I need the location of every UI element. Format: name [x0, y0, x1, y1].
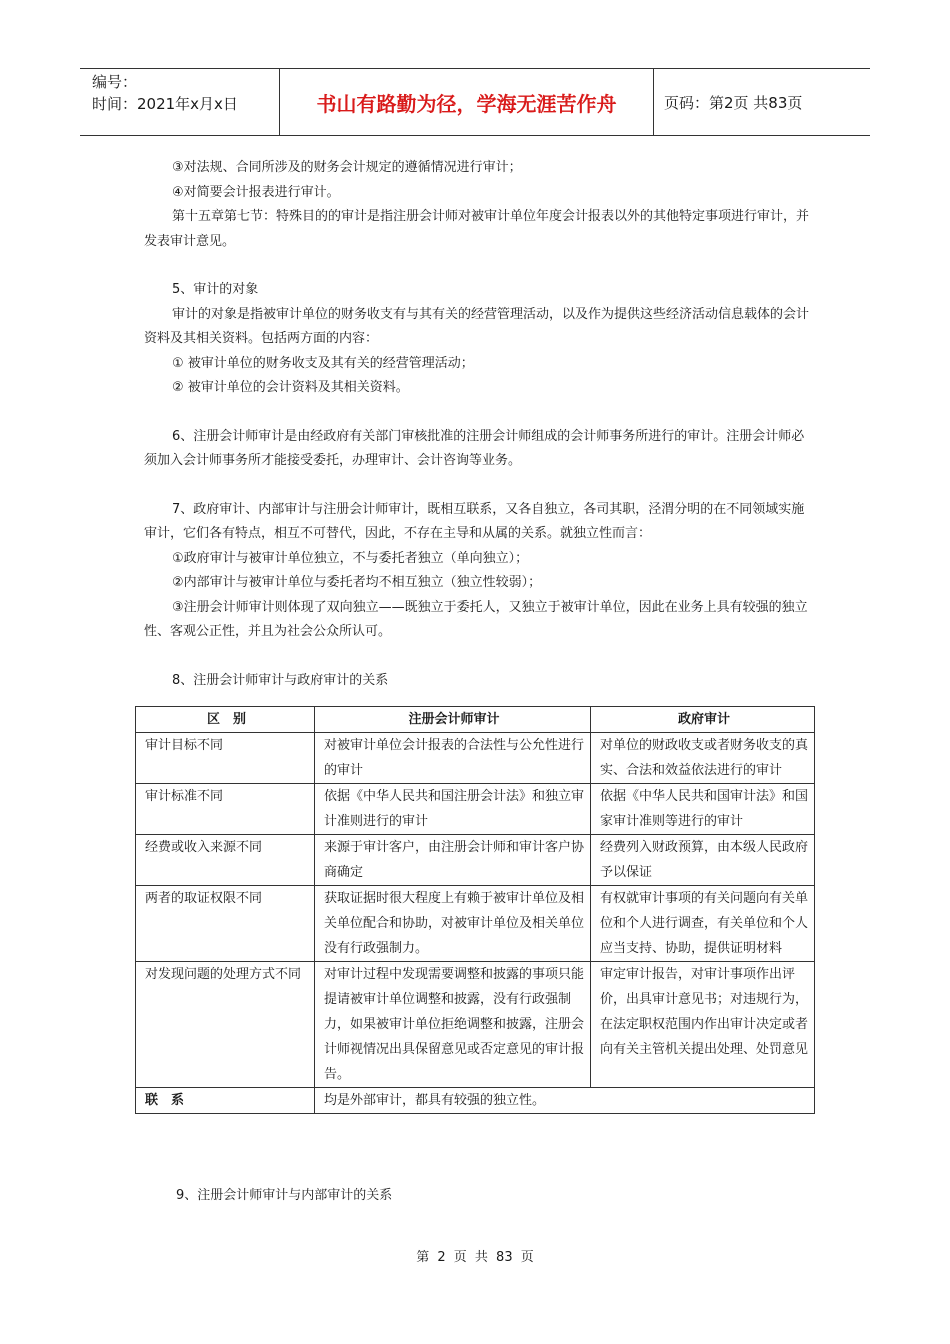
column-header: 注册会计师审计 [315, 707, 591, 733]
table-row-lianxi [136, 1088, 815, 1114]
section-heading-8: 8、注册会计师审计与政府审计的关系 [172, 672, 389, 688]
table-cell: 依据《中华人民共和国注册会计法》和独立审计准则进行的审计 [315, 784, 591, 835]
table-cell: 审计目标不同 [136, 733, 315, 784]
table-cell: 两者的取证权限不同 [136, 886, 315, 962]
paragraph: ④对简要会计报表进行审计。 [172, 184, 340, 200]
paragraph: ③对法规、合同所涉及的财务会计规定的遵循情况进行审计； [172, 160, 522, 175]
section-heading-9: 9、注册会计师审计与内部审计的关系 [176, 1188, 393, 1203]
table-cell: 对发现问题的处理方式不同 [136, 962, 315, 1088]
table-cell: 来源于审计客户，由注册会计师和审计客户协商确定 [315, 835, 591, 886]
header-motto: 书山有路勤为径，学海无涯苦作舟 [280, 69, 654, 135]
list-item: ① 被审计单位的财务收支及其有关的经营管理活动； [172, 355, 474, 371]
table-header-row [136, 707, 815, 733]
table-row [136, 733, 815, 784]
comparison-table [135, 706, 815, 1114]
paragraph-7: 7、政府审计、内部审计与注册会计师审计，既相互联系，又各自独立，各司其职，泾渭分明的在不同领域实施审计，它们各有特点，相互不可替代，因此，不存在主导和从属的关系。就独立性而言： [144, 501, 805, 541]
time-label: 时间：2021年x月x日 [92, 95, 238, 113]
table-cell: 审计标准不同 [136, 784, 315, 835]
table-row [136, 886, 815, 962]
body-text [144, 156, 810, 693]
table-cell: 有权就审计事项的有关问题向有关单位和个人进行调查，有关单位和个人应当支持、协助，提供证明材料 [591, 886, 815, 962]
lianxi-label: 联 系 [136, 1088, 315, 1114]
paragraph: 审计的对象是指被审计单位的财务收支有与其有关的经营管理活动，以及作为提供这些经济活动信息载体的会计资料及其相关资料。包括两方面的内容： [144, 306, 810, 346]
table-cell: 经费或收入来源不同 [136, 835, 315, 886]
lianxi-text: 均是外部审计，都具有较强的独立性。 [315, 1088, 815, 1114]
table-cell: 经费列入财政预算，由本级人民政府予以保证 [591, 835, 815, 886]
header-left-cell [80, 69, 280, 135]
table-row [136, 835, 815, 886]
page-header [80, 68, 870, 136]
paragraph-6: 6、注册会计师审计是由经政府有关部门审核批准的注册会计师组成的会计师事务所进行的审计。注册会计师必须加入会计师事务所才能接受委托，办理审计、会计咨询等业务。 [144, 428, 805, 468]
table-cell: 依据《中华人民共和国审计法》和国家审计准则等进行的审计 [591, 784, 815, 835]
paragraph: 第十五章第七节：特殊目的的审计是指注册会计师对被审计单位年度会计报表以外的其他特定事项进行审计，并发表审计意见。 [144, 209, 810, 249]
table-cell: 审定审计报告，对审计事项作出评价，出具审计意见书；对违规行为，在法定职权范围内作出审计决定或者向有关主管机关提出处理、处罚意见 [591, 962, 815, 1088]
list-item: ③注册会计师审计则体现了双向独立——既独立于委托人，又独立于被审计单位，因此在业务上具有较强的独立性、客观公正性，并且为社会公众所认可。 [144, 599, 808, 639]
list-item: ②内部审计与被审计单位与委托者均不相互独立（独立性较弱）； [172, 575, 542, 590]
section-heading-5: 5、审计的对象 [172, 282, 259, 297]
header-page-info: 页码：第2页 共83页 [664, 93, 803, 112]
table-row [136, 784, 815, 835]
table-cell: 获取证据时很大程度上有赖于被审计单位及相关单位配合和协助，对被审计单位及相关单位没有行政强制力。 [315, 886, 591, 962]
number-label: 编号： [92, 73, 138, 91]
column-header: 区 别 [136, 707, 315, 733]
table-cell: 对单位的财政收支或者财务收支的真实、合法和效益依法进行的审计 [591, 733, 815, 784]
table-cell: 对审计过程中发现需要调整和披露的事项只能提请被审计单位调整和披露，没有行政强制力，如果被审计单位拒绝调整和披露，注册会计师视情况出具保留意见或否定意见的审计报告。 [315, 962, 591, 1088]
list-item: ①政府审计与被审计单位独立，不与委托者独立（单向独立）； [172, 550, 529, 566]
column-header: 政府审计 [591, 707, 815, 733]
table-row [136, 962, 815, 1088]
list-item: ② 被审计单位的会计资料及其相关资料。 [172, 380, 409, 395]
table-cell: 对被审计单位会计报表的合法性与公允性进行的审计 [315, 733, 591, 784]
page-footer: 第 2 页 共 83 页 [416, 1250, 534, 1265]
